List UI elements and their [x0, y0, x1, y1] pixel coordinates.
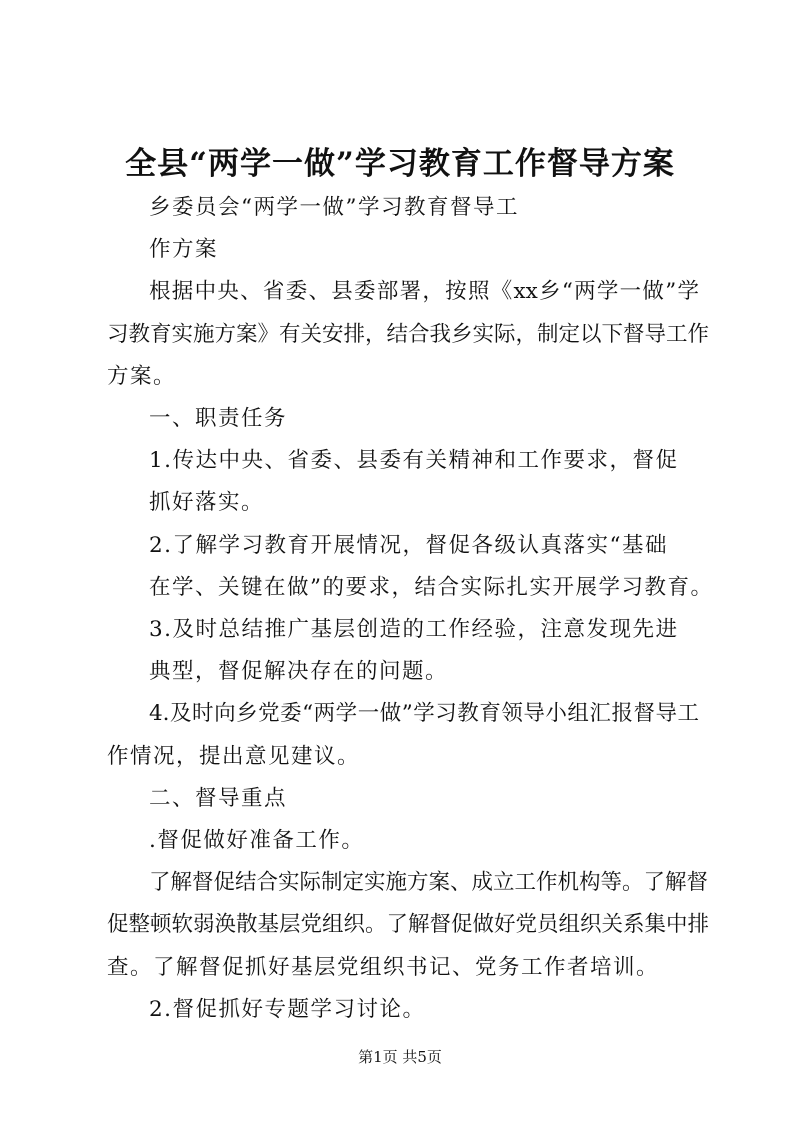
- body-line: 根据中央、省委、县委部署，按照《xx乡“两学一做”学: [149, 279, 699, 305]
- body-line: 方案。: [107, 363, 177, 389]
- body-line: 抓好落实。: [149, 490, 265, 516]
- body-line: 2.了解学习教育开展情况，督促各级认真落实“基础: [149, 532, 669, 558]
- section-heading: 二、督导重点: [149, 785, 288, 811]
- body-line: 习教育实施方案》有关安排，结合我乡实际，制定以下督导工作: [107, 321, 710, 347]
- body-line: 查。了解督促抓好基层党组织书记、党务工作者培训。: [107, 954, 660, 980]
- body-line: 4.及时向乡党委“两学一做”学习教育领导小组汇报督导工: [149, 701, 699, 727]
- body-line: 乡委员会“两学一做”学习教育督导工: [149, 195, 519, 220]
- page-number: 第1页 共5页: [358, 1048, 442, 1066]
- body-line: .督促做好准备工作。: [149, 828, 365, 853]
- body-line: 作方案: [149, 237, 219, 263]
- body-line: 典型，督促解决存在的问题。: [149, 659, 449, 685]
- document-title: 全县“两学一做”学习教育工作督导方案: [125, 146, 675, 182]
- body-line: 在学、关键在做”的要求，结合实际扎实开展学习教育。: [149, 574, 714, 600]
- body-line: 了解督促结合实际制定实施方案、成立工作机构等。了解督: [149, 870, 709, 896]
- body-line: 作情况，提出意见建议。: [107, 743, 361, 769]
- body-line: 2.督促抓好专题学习讨论。: [149, 996, 426, 1022]
- body-line: 1.传达中央、省委、县委有关精神和工作要求，督促: [149, 448, 679, 474]
- body-line: 3.及时总结推广基层创造的工作经验，注意发现先进: [149, 617, 679, 642]
- body-line: 促整顿软弱涣散基层党组织。了解督促做好党员组织关系集中排: [107, 912, 710, 938]
- section-heading: 一、职责任务: [149, 406, 288, 431]
